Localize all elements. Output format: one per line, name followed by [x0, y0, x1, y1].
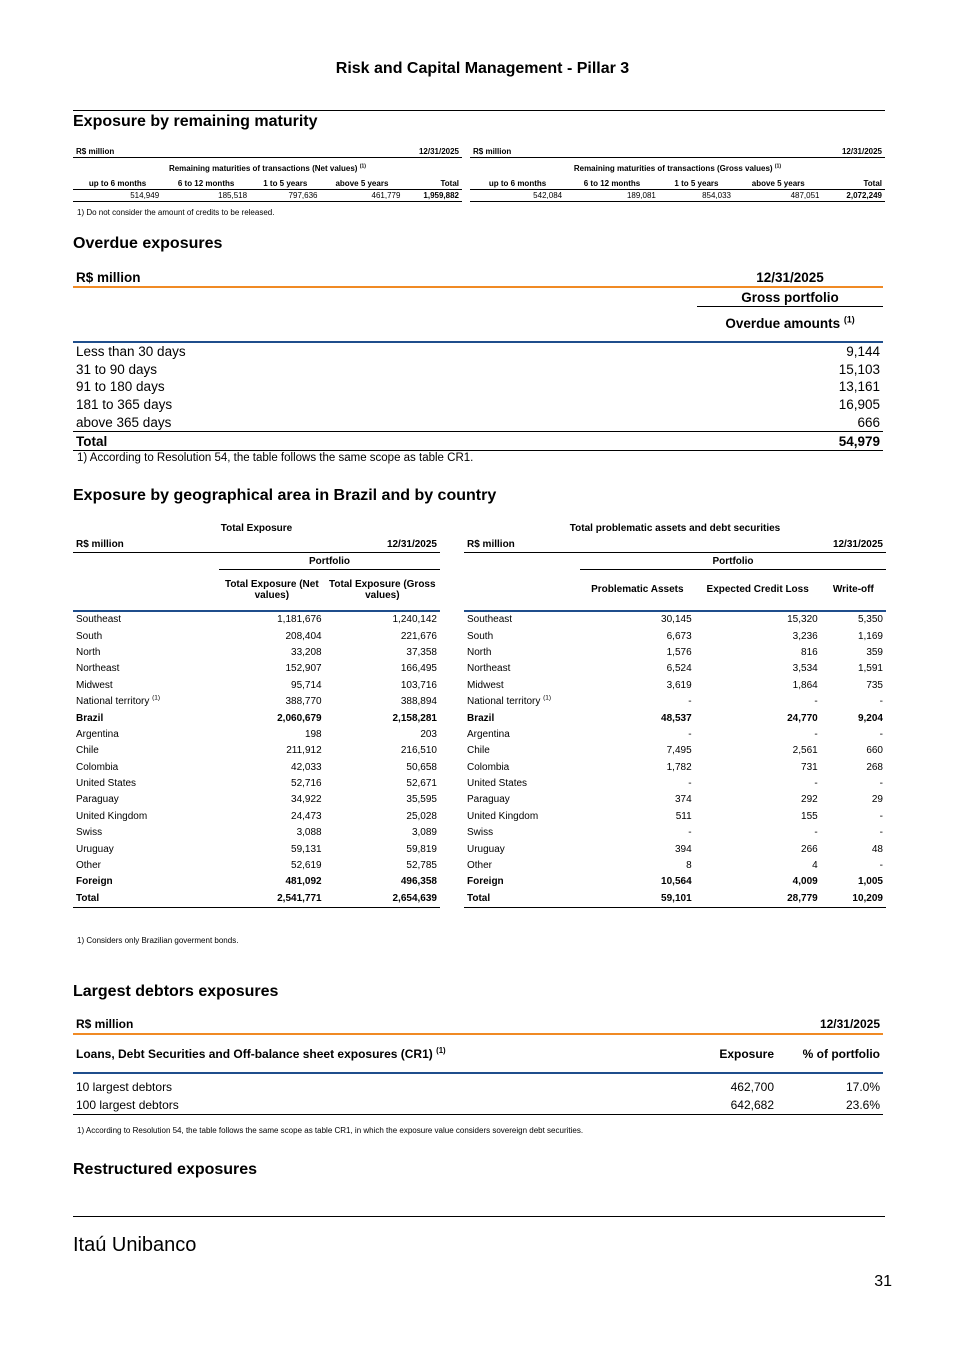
- geo-row-label: United States: [467, 778, 528, 790]
- table-row: [73, 710, 440, 726]
- geo-value-ecl: 4,009: [792, 876, 818, 888]
- geo-value-wo: 1,169: [857, 630, 883, 642]
- geo-value-prob: 6,673: [666, 630, 692, 642]
- geo-value-ecl: 2,561: [792, 745, 818, 757]
- geo-row-label: Northeast: [76, 663, 120, 675]
- overdue-row-value: 16,905: [838, 397, 880, 413]
- geo-value-net: 34,922: [291, 794, 322, 806]
- geo-value-wo: 5,350: [857, 614, 883, 626]
- unit-label: R$ million: [73, 1015, 671, 1034]
- geo-value-prob: -: [688, 778, 692, 790]
- page-header-title: Risk and Capital Management - Pillar 3: [335, 60, 630, 77]
- geo-value-net: 3,088: [296, 827, 322, 839]
- debtors-label-header: Loans, Debt Securities and Off-balance sheet exposures (CR1) $^{(1)}$: [73, 1034, 671, 1073]
- debtor-pct: 23.6%: [777, 1096, 883, 1115]
- geo-value-net: 52,619: [291, 860, 322, 872]
- geo-row-label: Total: [73, 890, 219, 907]
- section-title-restructured: Restructured exposures: [73, 1161, 258, 1178]
- pct-portfolio-header: % of portfolio: [777, 1034, 883, 1073]
- geo-value-net: 52,716: [291, 778, 322, 790]
- maturity-value: 2,072,249: [823, 190, 886, 202]
- geo-value-wo: -: [879, 728, 883, 740]
- table-row: [73, 693, 440, 709]
- table-row: [73, 611, 440, 628]
- gross-values-header: Total Exposure (Gross values): [325, 570, 440, 611]
- geo-value-ecl: 1,864: [792, 679, 818, 691]
- geo-row-label: Midwest: [76, 679, 113, 691]
- section-title-geo: Exposure by geographical area in Brazil and by country: [73, 487, 497, 504]
- overdue-row-label: above 365 days: [76, 415, 172, 431]
- geo-row-label: Uruguay: [76, 843, 114, 855]
- table-row: [464, 890, 886, 907]
- geo-row-label: Colombia: [76, 761, 119, 773]
- geo-value-net: 211,912: [286, 745, 322, 757]
- date-label: 12/31/2025: [320, 146, 462, 158]
- date-label: 12/31/2025: [821, 536, 886, 553]
- geo-value-prob: 8: [686, 860, 692, 872]
- geo-row-label: Northeast: [467, 663, 511, 675]
- maturity-value: 797,636: [250, 190, 320, 202]
- table-row: [464, 792, 886, 808]
- geo-value-wo: 29: [871, 794, 883, 806]
- geo-value-ecl: 15,320: [787, 614, 818, 626]
- maturity-gross-table: [470, 146, 885, 202]
- geo-value-net: 198: [304, 728, 322, 740]
- geo-value-wo: 1,591: [857, 663, 883, 675]
- maturity-column-header: up to 6 months: [470, 178, 565, 190]
- debtors-table: [73, 1015, 883, 1115]
- geo-value-wo: 48: [871, 843, 883, 855]
- maturity-net-subtitle: Remaining maturities of transactions (Net values) $^{(1)}$: [168, 162, 367, 173]
- maturity-column-header: 6 to 12 months: [565, 178, 659, 190]
- maturity-value: 185,518: [162, 190, 250, 202]
- geo-value-net: 1,181,676: [277, 614, 322, 626]
- geo-row-label: Paraguay: [76, 794, 119, 806]
- maturity-value: 854,033: [659, 190, 734, 202]
- net-values-header: Total Exposure (Net values): [219, 570, 325, 611]
- overdue-row-label: 31 to 90 days: [76, 361, 158, 377]
- geo-value-net: 24,473: [291, 810, 322, 822]
- table-row: [73, 414, 883, 432]
- overdue-row-value: 13,161: [838, 379, 880, 395]
- geo-value-gross: 35,595: [406, 794, 437, 806]
- unit-label: R$ million: [464, 536, 580, 553]
- maturity-column-header: up to 6 months: [73, 178, 162, 190]
- maturity-gross-subtitle: Remaining maturities of transactions (Gross values) $^{(1)}$: [573, 162, 782, 173]
- maturity-column-header: above 5 years: [734, 178, 823, 190]
- geo-value-ecl: 28,779: [695, 890, 821, 907]
- table-row: [73, 743, 440, 759]
- geo-value-prob: 394: [674, 843, 692, 855]
- table-row: [73, 1096, 883, 1115]
- geo-value-gross: 2,158,281: [392, 712, 437, 724]
- geo-row-label: Foreign: [467, 876, 504, 888]
- geo-value-prob: 30,145: [661, 614, 692, 626]
- table-row: [73, 644, 440, 660]
- geo-left-title: Total Exposure: [220, 522, 293, 534]
- geo-value-net: 152,907: [285, 663, 322, 675]
- geo-value-wo: -: [879, 827, 883, 839]
- geo-value-wo: -: [879, 860, 883, 872]
- geo-value-wo: 660: [866, 745, 883, 757]
- geo-row-label: Swiss: [467, 827, 494, 839]
- table-row: [464, 825, 886, 841]
- geo-value-gross: 2,654,639: [325, 890, 440, 907]
- geo-row-label: North: [76, 646, 101, 658]
- geo-footnote: 1) Considers only Brazilian goverment bonds.: [77, 936, 239, 945]
- geo-value-net: 33,208: [291, 646, 322, 658]
- table-row: [73, 677, 440, 693]
- geo-problematic-table: [464, 520, 886, 908]
- section-title-maturity: Exposure by remaining maturity: [73, 113, 318, 130]
- maturity-footnote: 1) Do not consider the amount of credits to be released.: [77, 208, 275, 217]
- geo-value-wo: -: [879, 778, 883, 790]
- geo-row-label: South: [76, 630, 103, 642]
- overdue-total-label: Total: [73, 432, 697, 451]
- geo-value-ecl: 292: [801, 794, 818, 806]
- geo-value-ecl: -: [814, 778, 818, 790]
- date-label: 12/31/2025: [325, 536, 440, 553]
- table-row: [464, 726, 886, 742]
- geo-row-label: North: [467, 646, 492, 658]
- geo-value-prob: 7,495: [666, 745, 692, 757]
- table-row: [73, 890, 440, 907]
- geo-row-label: Argentina: [76, 728, 119, 740]
- geo-value-gross: 52,785: [406, 860, 437, 872]
- geo-row-label: Southeast: [76, 614, 122, 626]
- maturity-value: 461,779: [320, 190, 403, 202]
- overdue-row-value: 15,103: [838, 361, 880, 377]
- maturity-column-header: 6 to 12 months: [162, 178, 250, 190]
- date-label: 12/31/2025: [734, 146, 885, 158]
- geo-right-title: Total problematic assets and debt securities: [569, 522, 781, 534]
- geo-value-gross: 50,658: [406, 761, 437, 773]
- maturity-column-header: Total: [403, 178, 462, 190]
- geo-value-ecl: 266: [801, 843, 818, 855]
- geo-value-prob: 59,101: [580, 890, 695, 907]
- table-row: [464, 611, 886, 628]
- geo-value-gross: 37,358: [406, 646, 437, 658]
- geo-row-label: National territory $^{(1)}$: [467, 694, 552, 708]
- geo-value-ecl: 816: [801, 646, 818, 658]
- geo-row-label: Swiss: [76, 827, 103, 839]
- maturity-value: 189,081: [565, 190, 659, 202]
- geo-value-prob: 10,564: [661, 876, 692, 888]
- date-label: 12/31/2025: [697, 268, 883, 287]
- table-row: [464, 644, 886, 660]
- geo-value-prob: 1,782: [666, 761, 692, 773]
- overdue-amounts-header: Overdue amounts $^{(1)}$: [697, 307, 883, 342]
- geo-value-gross: 203: [420, 728, 437, 740]
- page-number: 31: [874, 1273, 892, 1290]
- geo-value-gross: 1,240,142: [392, 614, 437, 626]
- table-row: [464, 808, 886, 824]
- geo-row-label: Colombia: [467, 761, 510, 773]
- footer-rule: [73, 1216, 885, 1217]
- maturity-column-header: Total: [823, 178, 886, 190]
- geo-total-exposure-table: [73, 520, 440, 908]
- debtor-exposure: 462,700: [730, 1080, 774, 1094]
- debtor-row-label: 100 largest debtors: [73, 1096, 671, 1115]
- overdue-row-label: 181 to 365 days: [76, 397, 173, 413]
- geo-value-net: 208,404: [285, 630, 322, 642]
- table-row: [73, 342, 883, 361]
- geo-row-label: Other: [76, 860, 102, 872]
- expected-credit-loss-header: Expected Credit Loss: [695, 570, 821, 611]
- geo-row-label: Chile: [467, 745, 490, 757]
- maturity-column-header: 1 to 5 years: [250, 178, 320, 190]
- table-row: [73, 841, 440, 857]
- table-row: [73, 378, 883, 396]
- geo-row-label: Brazil: [76, 712, 104, 724]
- geo-value-wo: 1,005: [857, 876, 883, 888]
- geo-value-net: 59,131: [291, 843, 322, 855]
- geo-value-wo: 359: [866, 646, 883, 658]
- overdue-row-value: 666: [857, 415, 880, 431]
- maturity-value: 514,949: [73, 190, 162, 202]
- geo-value-ecl: -: [814, 827, 818, 839]
- gross-portfolio-header: Gross portfolio: [697, 287, 883, 307]
- geo-value-prob: 3,619: [666, 679, 692, 691]
- geo-value-gross: 388,894: [400, 696, 437, 708]
- geo-value-gross: 103,716: [400, 679, 437, 691]
- maturity-column-header: above 5 years: [320, 178, 403, 190]
- section-title-debtors: Largest debtors exposures: [73, 983, 279, 1000]
- geo-value-prob: -: [688, 696, 692, 708]
- geo-row-label: United States: [76, 778, 137, 790]
- table-row: [464, 628, 886, 644]
- geo-value-ecl: 24,770: [787, 712, 818, 724]
- geo-value-wo: 268: [866, 761, 883, 773]
- maturity-column-header: 1 to 5 years: [659, 178, 734, 190]
- unit-label: R$ million: [73, 146, 320, 158]
- overdue-row-label: 91 to 180 days: [76, 379, 165, 395]
- geo-value-net: 2,060,679: [277, 712, 322, 724]
- table-row: [464, 775, 886, 791]
- overdue-row-value: 9,144: [846, 343, 880, 359]
- table-row: [73, 874, 440, 890]
- debtor-pct: 17.0%: [845, 1080, 880, 1094]
- table-row: [464, 841, 886, 857]
- geo-row-label: Uruguay: [467, 843, 505, 855]
- table-row: [464, 677, 886, 693]
- table-row: [73, 360, 883, 378]
- header-rule: [73, 110, 885, 111]
- geo-row-label: Midwest: [467, 679, 504, 691]
- table-row: [464, 693, 886, 709]
- geo-row-label: Southeast: [467, 614, 513, 626]
- geo-value-prob: -: [688, 827, 692, 839]
- geo-value-prob: 48,537: [661, 712, 692, 724]
- table-row: [73, 726, 440, 742]
- section-title-overdue: Overdue exposures: [73, 235, 223, 252]
- geo-row-label: United Kingdom: [467, 810, 539, 822]
- overdue-footnote: 1) According to Resolution 54, the table follows the same scope as table CR1.: [77, 452, 474, 464]
- portfolio-header: Portfolio: [219, 553, 440, 570]
- geo-row-label: National territory $^{(1)}$: [76, 694, 161, 708]
- table-row: [464, 857, 886, 873]
- geo-value-gross: 25,028: [406, 810, 437, 822]
- geo-value-net: 42,033: [291, 761, 322, 773]
- geo-value-ecl: -: [814, 696, 818, 708]
- geo-value-prob: -: [688, 728, 692, 740]
- geo-value-ecl: 3,236: [792, 630, 818, 642]
- exposure-header: Exposure: [671, 1034, 777, 1073]
- overdue-row-label: Less than 30 days: [76, 343, 186, 359]
- geo-row-label: Chile: [76, 745, 99, 757]
- debtor-exposure: 642,682: [671, 1096, 777, 1115]
- geo-value-gross: 166,495: [400, 663, 437, 675]
- geo-value-prob: 1,576: [666, 646, 692, 658]
- maturity-value: 1,959,882: [403, 190, 462, 202]
- geo-value-net: 481,092: [285, 876, 322, 888]
- geo-row-label: Paraguay: [467, 794, 510, 806]
- geo-value-ecl: -: [814, 728, 818, 740]
- maturity-net-table: [73, 146, 462, 202]
- geo-row-label: Argentina: [467, 728, 510, 740]
- geo-row-label: South: [467, 630, 494, 642]
- geo-row-label: Foreign: [76, 876, 113, 888]
- geo-value-gross: 216,510: [400, 745, 437, 757]
- table-row: [73, 628, 440, 644]
- geo-value-wo: 10,209: [821, 890, 886, 907]
- geo-value-ecl: 731: [801, 761, 818, 773]
- geo-value-gross: 3,089: [411, 827, 437, 839]
- table-row: [464, 759, 886, 775]
- table-row: [73, 792, 440, 808]
- geo-value-net: 2,541,771: [219, 890, 325, 907]
- table-row: [73, 775, 440, 791]
- portfolio-header: Portfolio: [580, 553, 886, 570]
- geo-value-ecl: 155: [801, 810, 818, 822]
- geo-value-net: 95,714: [291, 679, 322, 691]
- debtor-row-label: 10 largest debtors: [76, 1080, 173, 1094]
- unit-label: R$ million: [73, 536, 219, 553]
- geo-value-gross: 221,676: [400, 630, 437, 642]
- maturity-value: 542,084: [470, 190, 565, 202]
- table-row: [464, 874, 886, 890]
- table-row: [464, 661, 886, 677]
- problematic-assets-header: Problematic Assets: [580, 570, 695, 611]
- overdue-total-value: 54,979: [697, 432, 883, 451]
- table-row: [73, 857, 440, 873]
- footer-brand: Itaú Unibanco: [73, 1234, 197, 1256]
- geo-value-ecl: 4: [812, 860, 818, 872]
- table-row: [73, 759, 440, 775]
- table-row: [73, 1073, 883, 1096]
- geo-value-net: 388,770: [285, 696, 322, 708]
- geo-value-gross: 52,671: [406, 778, 437, 790]
- geo-row-label: Other: [467, 860, 493, 872]
- table-row: [73, 808, 440, 824]
- geo-value-prob: 511: [675, 810, 692, 822]
- debtors-footnote: 1) According to Resolution 54, the table follows the same scope as table CR1, in which the exposure value considers sovereign debt securities.: [77, 1126, 584, 1135]
- geo-row-label: Total: [464, 890, 580, 907]
- geo-value-wo: -: [879, 696, 883, 708]
- table-row: [73, 396, 883, 414]
- geo-value-wo: 9,204: [857, 712, 883, 724]
- date-label: 12/31/2025: [777, 1015, 883, 1034]
- table-row: [73, 825, 440, 841]
- unit-label: R$ million: [470, 146, 734, 158]
- geo-value-gross: 59,819: [406, 843, 437, 855]
- table-row: [464, 710, 886, 726]
- geo-value-prob: 6,524: [666, 663, 692, 675]
- geo-value-prob: 374: [674, 794, 692, 806]
- geo-value-wo: -: [879, 810, 883, 822]
- write-off-header: Write-off: [821, 570, 886, 611]
- geo-row-label: Brazil: [467, 712, 495, 724]
- geo-value-wo: 735: [866, 679, 883, 691]
- overdue-table: [73, 268, 883, 451]
- maturity-value: 487,051: [734, 190, 823, 202]
- unit-label: R$ million: [73, 268, 697, 287]
- geo-value-gross: 496,358: [400, 876, 437, 888]
- geo-row-label: United Kingdom: [76, 810, 148, 822]
- table-row: [464, 743, 886, 759]
- geo-value-ecl: 3,534: [792, 663, 818, 675]
- table-row: [73, 661, 440, 677]
